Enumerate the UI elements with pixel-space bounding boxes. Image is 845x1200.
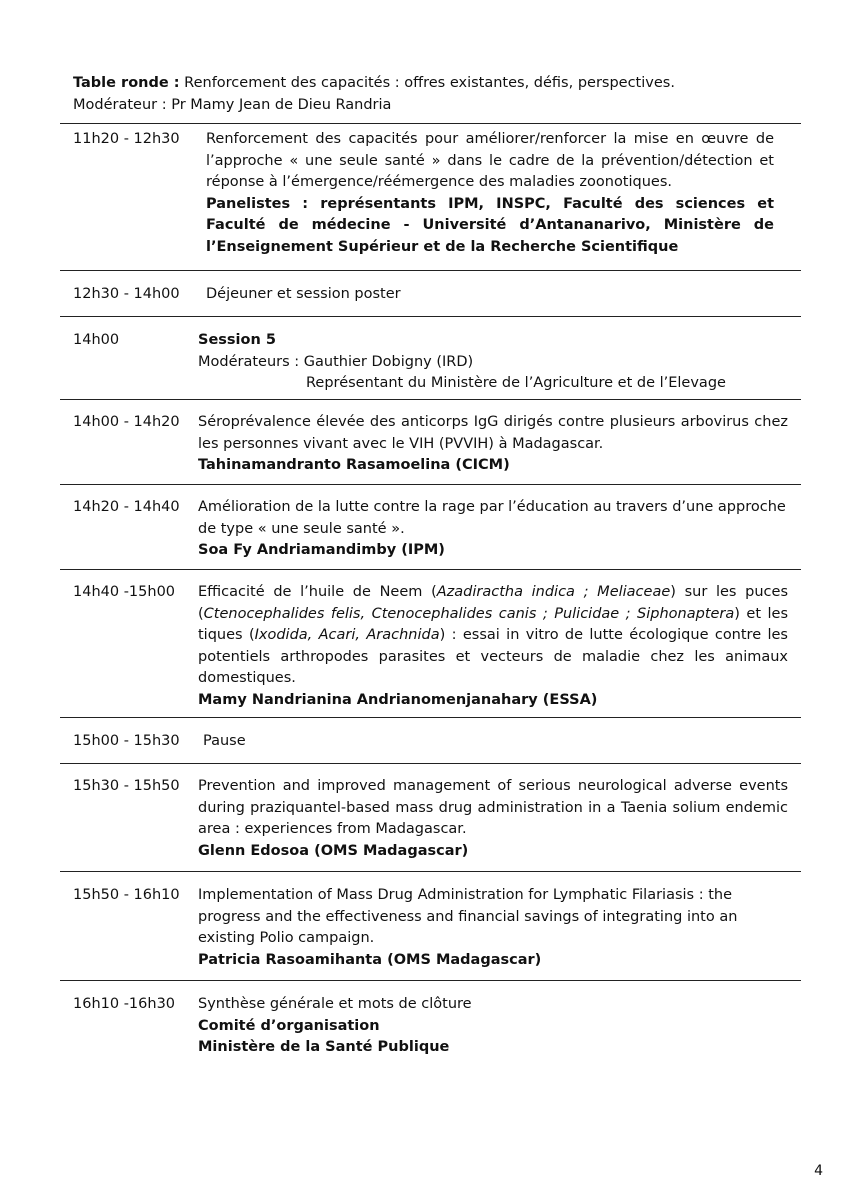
- talk-text: ) sur les puces (: [198, 584, 788, 622]
- round-table-title: [73, 72, 675, 94]
- divider: [60, 717, 801, 718]
- species-name: Azadiractha indica ; Meliaceae: [436, 584, 671, 600]
- time-slot: 14h20 - 14h40: [73, 499, 180, 515]
- session-moderators: Modérateurs : Gauthier Dobigny (IRD): [198, 353, 474, 370]
- speaker: Tahinamandranto Rasamoelina (CICM): [198, 457, 510, 473]
- divider: [60, 399, 801, 400]
- talk-title: [198, 582, 788, 690]
- speaker: Glenn Edosoa (OMS Madagascar): [198, 842, 469, 859]
- row-content: [203, 731, 783, 753]
- time-slot: 16h10 -16h30: [73, 996, 176, 1012]
- time-slot: 11h20 - 12h30: [73, 131, 180, 147]
- talk-description: Renforcement des capacités pour améliorer/renforcer la mise en œuvre de l’approche « une seule santé » dans le cadre de la prévention/détection et réponse à l’émergence/réémergence des maladies zoonotiques.: [206, 131, 774, 190]
- time-slot: 15h00 - 15h30: [73, 733, 180, 749]
- session-moderator-secondary: Représentant du Ministère de l’Agriculture et de l’Elevage: [306, 375, 726, 391]
- session-title: Session 5: [198, 332, 276, 348]
- row-content: [206, 284, 774, 306]
- talk-title: Prevention and improved management of serious neurological adverse events during praziquantel-based mass drug administration in a Taenia solium endemic area : experiences from Madagascar.: [198, 778, 788, 837]
- divider: [60, 270, 801, 271]
- row-content: [198, 776, 788, 862]
- time-slot: 14h00: [73, 332, 120, 348]
- organizing-committee: Comité d’organisation: [198, 1017, 380, 1034]
- speaker: Patricia Rasoamihanta (OMS Madagascar): [198, 951, 542, 968]
- moderator-line: Modérateur : Pr Mamy Jean de Dieu Randria: [73, 97, 392, 113]
- speaker: Mamy Nandrianina Andrianomenjanahary (ESSA): [198, 691, 598, 708]
- talk-text: Efficacité de l’huile de Neem (: [198, 584, 437, 600]
- species-name: Ctenocephalides felis, Ctenocephalides canis ; Pulicidae ; Siphonaptera: [203, 605, 735, 622]
- row-content: [198, 412, 788, 477]
- talk-text: ) : essai in vitro de lutte écologique contre les potentiels arthropodes parasites et vecteurs de maladie chez les animaux domestiques.: [198, 627, 788, 686]
- divider: [60, 871, 801, 872]
- round-table-header: [73, 72, 675, 116]
- time-slot: 14h40 -15h00: [73, 584, 176, 600]
- closing-description: Synthèse générale et mots de clôture: [198, 996, 472, 1012]
- talk-title: Séroprévalence élevée des anticorps IgG dirigés contre plusieurs arbovirus chez les personnes vivant avec le VIH (PVVIH) à Madagascar.: [198, 414, 788, 452]
- time-slot: 14h00 - 14h20: [73, 414, 180, 430]
- row-content: [198, 885, 788, 971]
- talk-title: Amélioration de la lutte contre la rage par l’éducation au travers d’une approche de type « une seule santé ».: [198, 499, 786, 537]
- row-content: [198, 497, 788, 562]
- time-slot: 12h30 - 14h00: [73, 286, 180, 302]
- panelists: Panelistes : représentants IPM, INSPC, Faculté des sciences et Faculté de médecine - Université d’Antananarivo, Ministère de l’Enseignement Supérieur et de la Recherche Scientifique: [206, 195, 774, 255]
- row-content: [206, 129, 774, 258]
- divider: [60, 569, 801, 570]
- divider: [60, 763, 801, 764]
- row-content: [198, 582, 788, 711]
- talk-title: Implementation of Mass Drug Administration for Lymphatic Filariasis : the progress and the effectiveness and financial savings of integrating into an existing Polio campaign.: [198, 887, 738, 946]
- time-slot: 15h50 - 16h10: [73, 887, 180, 903]
- break-description: Pause: [203, 733, 246, 749]
- divider: [60, 980, 801, 981]
- divider: [60, 484, 801, 485]
- round-table-topic: Renforcement des capacités : offres existantes, défis, perspectives.: [179, 75, 675, 91]
- ministry: Ministère de la Santé Publique: [198, 1039, 450, 1055]
- divider: [60, 123, 801, 124]
- page-number: 4: [814, 1163, 823, 1179]
- divider: [60, 316, 801, 317]
- talk-text: ) et les tiques (: [198, 605, 788, 643]
- row-content: [198, 330, 788, 395]
- time-slot: 15h30 - 15h50: [73, 778, 180, 794]
- round-table-label: Table ronde :: [73, 75, 180, 91]
- speaker: Soa Fy Andriamandimby (IPM): [198, 542, 445, 558]
- row-content: [198, 994, 788, 1059]
- break-description: Déjeuner et session poster: [206, 286, 401, 302]
- species-name: Ixodida, Acari, Arachnida: [254, 627, 440, 643]
